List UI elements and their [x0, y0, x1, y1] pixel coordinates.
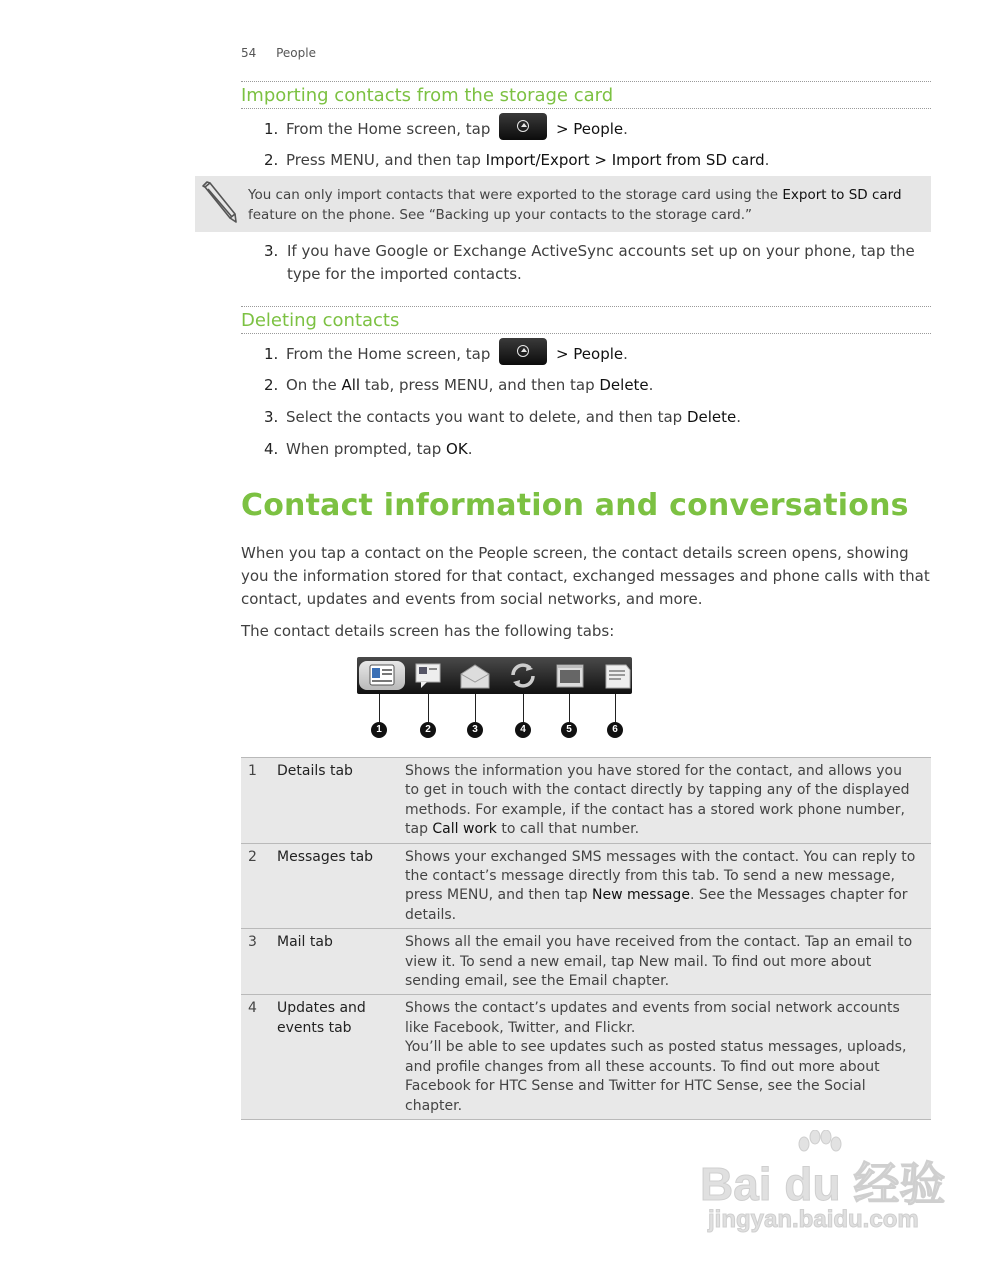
callout-leader: [615, 694, 616, 724]
step-number: 2.: [264, 376, 279, 394]
step-end: .: [736, 408, 742, 426]
step-end: .: [623, 120, 628, 138]
callout-4: 4: [515, 722, 531, 738]
mail-tab-icon[interactable]: [454, 660, 496, 691]
delete-step-4: [264, 440, 472, 458]
delete-step-2: [264, 376, 653, 394]
callout-2: 2: [420, 722, 436, 738]
step-number: 3.: [264, 242, 279, 260]
tab-description: Shows all the email you have received from the contact. Tap an email to view it. To send a new email, tap New mail. To find out more about sending email, see the Email chapter.: [405, 934, 913, 990]
divider: [241, 333, 931, 334]
divider: [241, 108, 931, 109]
import-step-2: [264, 151, 769, 169]
step-target: > People: [555, 345, 624, 363]
note-text-part: You can only import contacts that were exported to the storage card using the: [248, 187, 783, 203]
contact-tab-bar: [357, 657, 632, 694]
callout-1: 1: [371, 722, 387, 738]
step-target: > People: [555, 120, 624, 138]
callout-leader: [523, 694, 524, 724]
step-target: All: [341, 376, 361, 394]
note-text-part: feature on the phone. See “Backing up your contacts to the storage card.”: [248, 207, 753, 223]
row-number: 1: [248, 763, 257, 779]
step-end: .: [648, 376, 654, 394]
callout-5: 5: [561, 722, 577, 738]
desc-text: Shows the information you have stored for the contact, and allows you to get in touch with the contact directly by tapping any of the displayed methods. For example, if the contact has a stored work phone number, tap: [405, 763, 910, 838]
import-step-3: [264, 240, 930, 286]
watermark-brand: Bai du 经验: [700, 1158, 946, 1210]
watermark-url: jingyan.baidu.com: [708, 1206, 919, 1233]
step-text: tab, press MENU, and then tap: [360, 376, 600, 394]
step-number: 4.: [264, 440, 279, 458]
note-feature: Export to SD card: [782, 187, 902, 203]
desc-text: Shows your exchanged SMS messages with the contact. You can reply to the contact’s message directly from this tab. To send a new message, press MENU, and then tap: [405, 848, 916, 904]
delete-step-1: [264, 344, 628, 365]
table-row: [241, 758, 931, 844]
desc-text: to call that number.: [496, 821, 640, 838]
tab-description: [405, 843, 931, 929]
callout-leader: [428, 694, 429, 724]
all-apps-icon: [499, 338, 547, 365]
row-number: 4: [248, 1000, 257, 1017]
callout-6: 6: [607, 722, 623, 738]
call-history-tab-icon[interactable]: [597, 660, 632, 691]
step-text: On the: [286, 376, 342, 394]
tab-name: Messages tab: [277, 848, 374, 865]
tab-description: [405, 995, 931, 1119]
step-text: From the Home screen, tap: [286, 120, 491, 138]
step-end: .: [623, 345, 628, 363]
details-tab-icon[interactable]: [359, 661, 405, 690]
tab-name: Updates and events tab: [277, 1000, 366, 1036]
updates-tab-icon[interactable]: [502, 660, 544, 691]
step-number: 1.: [264, 345, 279, 363]
tabs-intro: The contact details screen has the following tabs:: [241, 622, 615, 640]
step-target: Delete: [599, 376, 649, 394]
step-target: Import/Export > Import from SD card: [485, 151, 765, 169]
step-text: If you have Google or Exchange ActiveSync accounts set up on your phone, tap the type for the imported contacts.: [287, 242, 915, 283]
callout-leader: [569, 694, 570, 724]
page-number: 54: [241, 46, 257, 60]
callout-leader: [379, 694, 380, 724]
step-end: .: [467, 440, 473, 458]
note-text: [248, 185, 918, 225]
step-number: 2.: [264, 151, 279, 169]
row-number: 3: [248, 934, 257, 951]
callout-leader: [475, 694, 476, 724]
desc-text: . See the Messages chapter for details.: [405, 887, 908, 923]
chapter-name: People: [276, 46, 316, 60]
page-header: [241, 46, 316, 60]
step-text: From the Home screen, tap: [286, 345, 491, 363]
note-box: [195, 176, 931, 232]
desc-text: You’ll be able to see updates such as posted status messages, uploads, and profile changes from all these accounts. To find out more about Facebook for HTC Sense and Twitter for HTC Sense, see the Social chapter.: [405, 1039, 907, 1114]
desc-ui-term: Call work: [432, 821, 497, 838]
step-target: OK: [446, 440, 468, 458]
contact-intro: When you tap a contact on the People screen, the contact details screen opens, showing you the information stored for that contact, exchanged messages and phone calls with that contact, updates and events from social networks, and more.: [241, 544, 930, 608]
step-text: Select the contacts you want to delete, and then tap: [286, 408, 687, 426]
tab-description: [405, 758, 931, 844]
import-section-title: Importing contacts from the storage card: [241, 85, 614, 106]
divider: [241, 81, 931, 82]
table-row: [241, 929, 931, 995]
row-number: 2: [248, 848, 257, 865]
tab-name: Mail tab: [277, 934, 333, 951]
messages-tab-icon[interactable]: [407, 660, 449, 691]
pencil-icon: [199, 180, 239, 224]
step-end: .: [764, 151, 770, 169]
step-number: 1.: [264, 120, 279, 138]
divider: [241, 306, 931, 307]
table-row: [241, 843, 931, 929]
delete-step-3: [264, 408, 741, 426]
desc-ui-term: New message: [592, 887, 690, 904]
step-text: When prompted, tap: [286, 440, 447, 458]
callout-3: 3: [467, 722, 483, 738]
gallery-tab-icon[interactable]: [549, 660, 591, 691]
step-number: 3.: [264, 408, 279, 426]
tabs-table: [241, 757, 931, 1120]
all-apps-icon: [499, 113, 547, 140]
contact-section-title: Contact information and conversations: [241, 488, 909, 523]
table-row: [241, 995, 931, 1119]
step-text: Press MENU, and then tap: [286, 151, 486, 169]
tab-name: Details tab: [277, 763, 353, 779]
desc-text: Shows the contact’s updates and events from social network accounts like Facebook, Twitter, and Flickr.: [405, 1000, 900, 1036]
import-step-1: [264, 119, 628, 140]
step-target: Delete: [686, 408, 737, 426]
delete-section-title: Deleting contacts: [241, 310, 400, 331]
